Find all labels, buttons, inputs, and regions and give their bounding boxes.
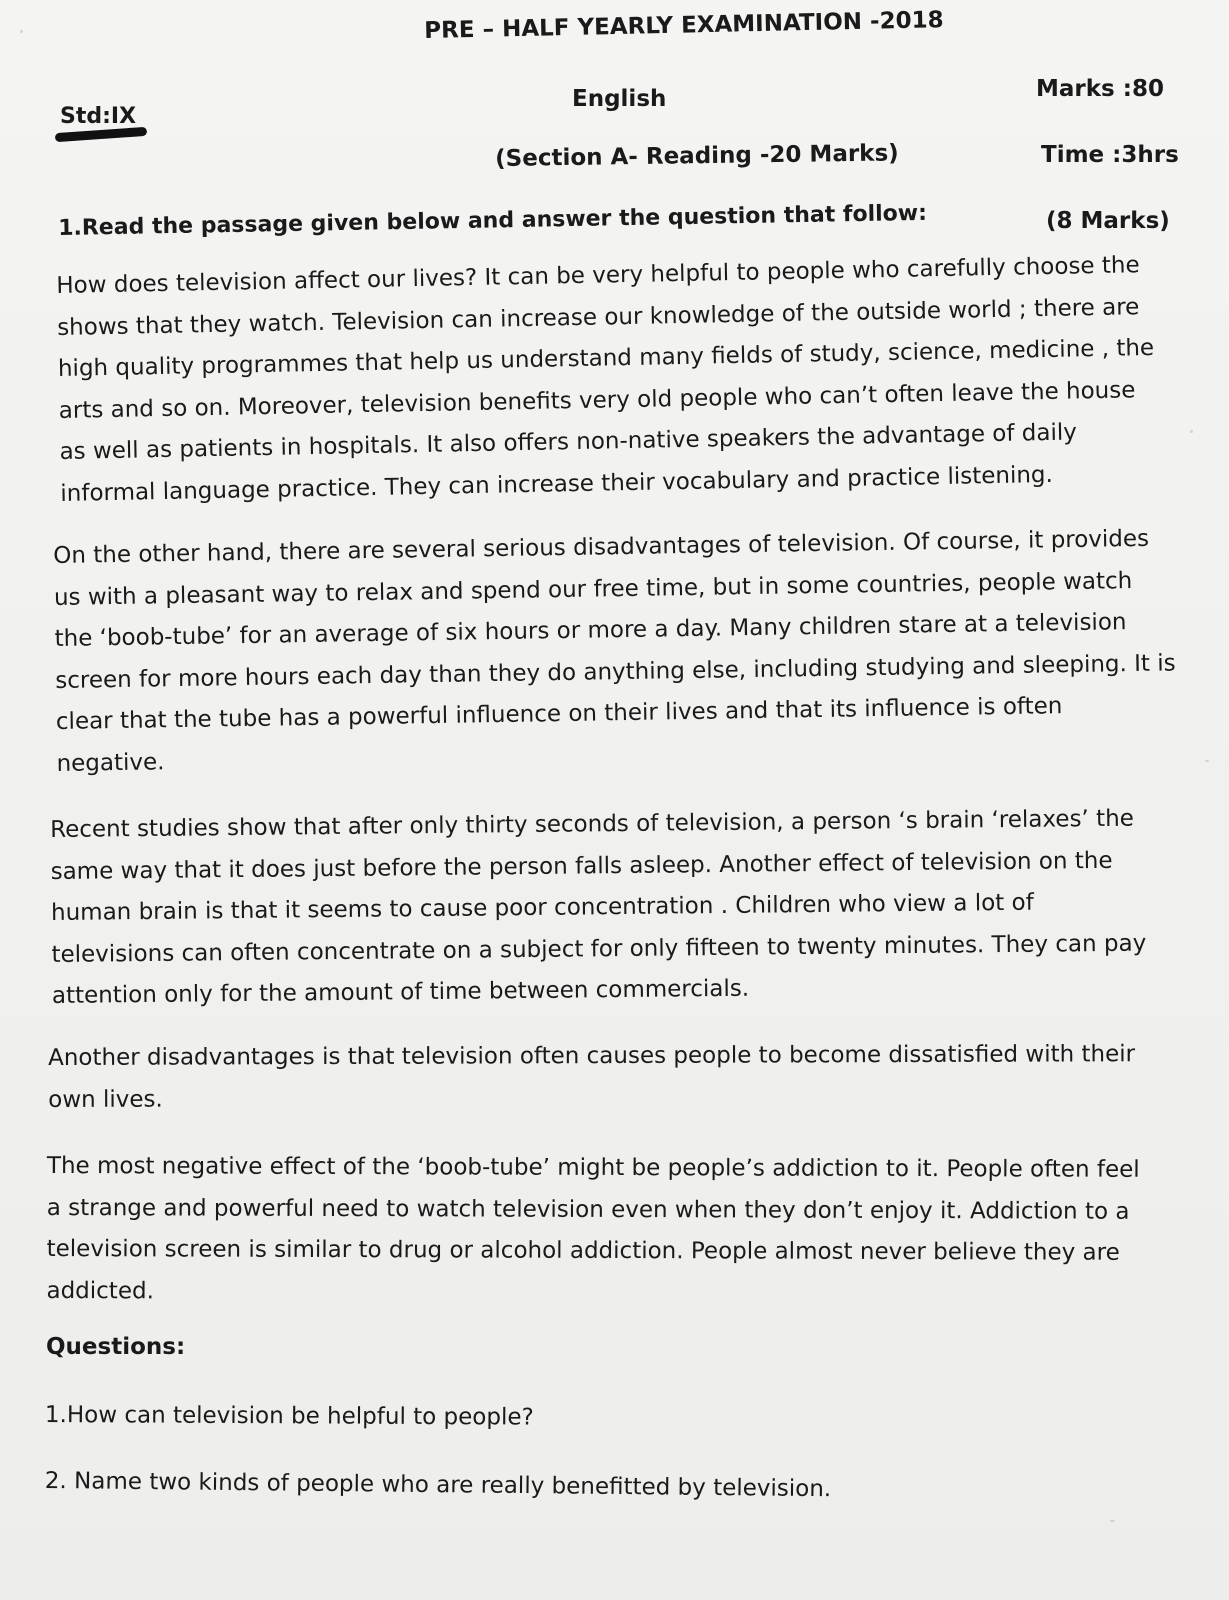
passage-line: own lives.: [48, 1086, 163, 1113]
passage-line: as well as patients in hospitals. It also offers non-native speakers the advantage of daily: [59, 419, 1078, 465]
passage-line: clear that the tube has a powerful influence on their lives and that its influence is often: [55, 693, 1063, 735]
passage-line: the ‘boob-tube’ for an average of six hours or more a day. Many children stare at a television: [54, 609, 1127, 652]
passage-line: televisions can often concentrate on a subject for only fifteen to twenty minutes. They can pay: [51, 930, 1147, 968]
passage-paragraph-3: [50, 799, 1147, 1018]
passage-line: television screen is similar to drug or alcohol addiction. People almost never believe they are: [46, 1235, 1120, 1266]
passage-paragraph-2: [53, 518, 1177, 785]
exam-title: PRE – HALF YEARLY EXAMINATION -2018: [424, 7, 944, 44]
passage-paragraph-4: [48, 1034, 1135, 1121]
passage-line: Recent studies show that after only thirty seconds of television, a person ‘s brain ‘relaxes’ the: [50, 805, 1134, 843]
standard-label: Std:IX: [60, 104, 137, 129]
passage-line: high quality programmes that help us understand many fields of study, science, medicine , the: [57, 334, 1155, 382]
subject-label: English: [572, 86, 667, 112]
passage-line: The most negative effect of the ‘boob-tube’ might be people’s addiction to it. People often feel: [46, 1153, 1140, 1183]
passage-line: addicted.: [46, 1277, 154, 1304]
passage-line: arts and so on. Moreover, television benefits very old people who can’t often leave the house: [58, 376, 1136, 424]
passage-paragraph-1: [56, 245, 1157, 515]
total-marks: Marks :80: [1036, 76, 1164, 102]
passage-line: Another disadvantages is that television often causes people to become dissatisfied with their: [48, 1041, 1136, 1071]
passage-line: informal language practice. They can increase their vocabulary and practice listening.: [60, 461, 1054, 507]
passage-paragraph-5: [46, 1146, 1139, 1316]
passage-line: How does television affect our lives? It can be very helpful to people who carefully choose the: [56, 252, 1140, 299]
question-item-2: 2. Name two kinds of people who are really benefitted by television.: [44, 1468, 832, 1503]
scan-speckle: [1190, 430, 1193, 433]
scan-speckle: [1205, 760, 1209, 762]
passage-line: On the other hand, there are several serious disadvantages of television. Of course, it provides: [53, 525, 1150, 569]
question-instruction: 1.Read the passage given below and answer the question that follow:: [58, 200, 928, 241]
passage-line: a strange and powerful need to watch television even when they don’t enjoy it. Addiction to a: [46, 1194, 1130, 1225]
question-item-1: 1.How can television be helpful to people?: [44, 1402, 534, 1431]
section-title: (Section A- Reading -20 Marks): [495, 140, 899, 172]
passage-line: shows that they watch. Television can increase our knowledge of the outside world ; there are: [56, 293, 1140, 341]
question-marks: (8 Marks): [1046, 208, 1170, 234]
scan-speckle: [20, 30, 23, 33]
passage-line: screen for more hours each day than they do anything else, including studying and sleeping. It is: [55, 649, 1176, 694]
passage-line: negative.: [56, 748, 165, 777]
passage-line: human brain is that it seems to cause poor concentration . Children who view a lot of: [50, 889, 1034, 926]
questions-heading: Questions:: [46, 1334, 186, 1360]
time-allowed: Time :3hrs: [1041, 142, 1179, 168]
passage-line: us with a pleasant way to relax and spend our free time, but in some countries, people watch: [53, 567, 1133, 611]
scan-speckle: [1110, 1520, 1115, 1522]
passage-line: attention only for the amount of time between commercials.: [51, 975, 750, 1009]
passage-line: same way that it does just before the person falls asleep. Another effect of television on the: [50, 847, 1113, 885]
standard-underline-mark: [55, 127, 147, 142]
